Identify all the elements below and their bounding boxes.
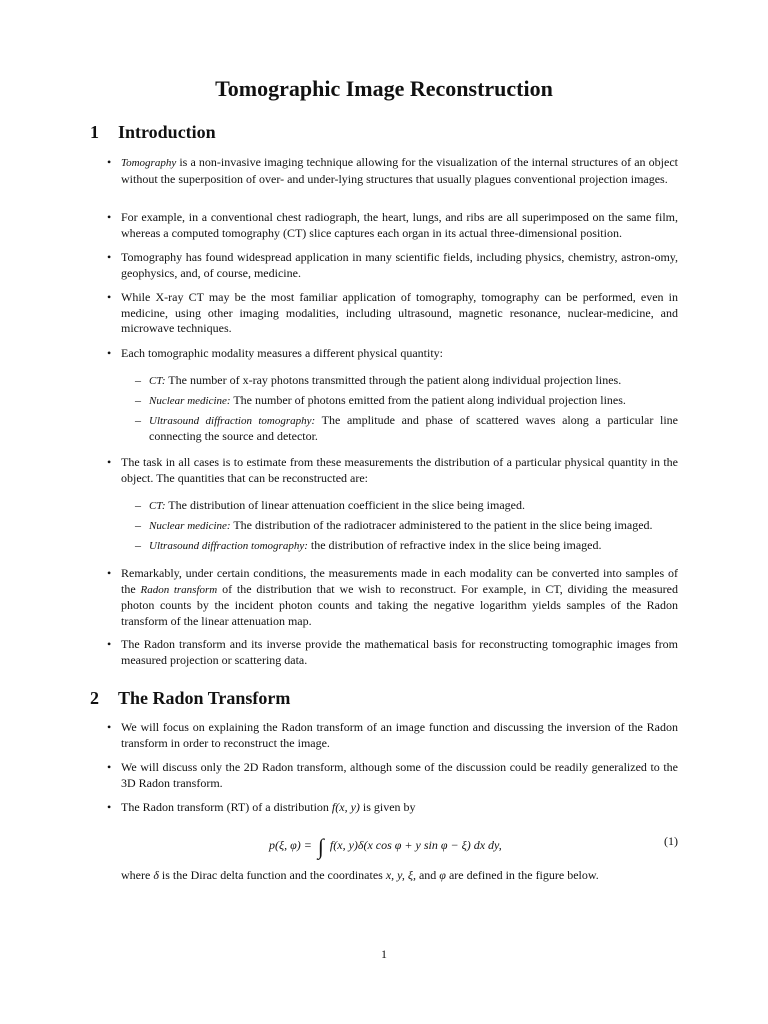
sub-item-text: The amplitude and phase of scattered waves along a particular line connecting the source and detector.	[149, 413, 679, 443]
bullet-text: Remarkably, under certain conditions, the measurements made in each modality can be converted into samples of the	[121, 566, 678, 596]
text-fragment: and	[415, 868, 440, 882]
text-coordinate-definition	[121, 868, 678, 884]
sub-item-nuclear-medicine	[149, 393, 678, 409]
bullet-estimation-task: • The task in all cases is to estimate from these measurements the distribution of a particular physical quantity in the object. The quantities that can be reconstructed are:	[121, 455, 678, 486]
sub-item-text: The distribution of the radiotracer administered to the patient in the slice being imaged.	[230, 518, 653, 532]
text-fragment: are defined in the figure below.	[445, 868, 599, 882]
bullet-applications: • Tomography has found widespread application in many scientific fields, including physics, chemistry, astron-omy, geophysics, and, of course, medicine.	[121, 250, 678, 281]
bullet-chest-radiograph: • For example, in a conventional chest radiograph, the heart, lungs, and ribs are all superimposed on the same film, whereas a computed tomography (CT) slice captures each organ in its actual three-dimensional position.	[121, 210, 678, 241]
section-heading-radon-transform	[90, 688, 290, 709]
math-phi: φ	[439, 868, 446, 882]
bullet-modalities: • While X-ray CT may be the most familiar application of tomography, tomography can be performed, even in medicine, using other imaging modalities, including ultrasound, magnetic resonance, nuclear-medicine, and microwave techniques.	[121, 290, 678, 337]
bullet-text: The Radon transform (RT) of a distribution	[121, 800, 332, 814]
bullet-rt-definition	[121, 800, 678, 816]
term-radon-transform: Radon transform	[140, 583, 218, 596]
bullet-text: is given by	[359, 800, 416, 814]
section-title: The Radon Transform	[118, 688, 291, 708]
page-title: Tomographic Image Reconstruction	[215, 76, 553, 101]
sub-item-text: the distribution of refractive index in the slice being imaged.	[307, 538, 602, 552]
equation-radon-transform	[121, 834, 678, 859]
section-number: 2	[90, 688, 99, 708]
math-f-xy: f(x, y)	[331, 800, 360, 814]
section-number: 1	[90, 122, 99, 142]
equation-number: (1)	[664, 834, 678, 848]
bullet-2d-radon: • We will discuss only the 2D Radon transform, although some of the discussion could be readily generalized to the 3D Radon transform.	[121, 760, 678, 791]
integral-sign: ∫	[317, 834, 324, 859]
section-title: Introduction	[118, 122, 216, 142]
equation-rhs: f(x, y)δ(x cos φ + y sin φ − ξ) dx dy,	[329, 838, 502, 852]
bullet-tomography-definition	[121, 155, 678, 187]
sub-item-label: Nuclear medicine:	[149, 520, 231, 532]
sub-item-label: CT:	[149, 375, 166, 387]
math-coordinates: x, y, ξ,	[385, 868, 416, 882]
sub-item-label: Nuclear medicine:	[149, 395, 231, 407]
sub-item-text: The number of photons emitted from the patient along individual projection lines.	[230, 393, 626, 407]
bullet-focus: • We will focus on explaining the Radon transform of an image function and discussing the inversion of the Radon transform in order to reconstruct the image.	[121, 720, 678, 751]
bullet-text: is a non-invasive imaging technique allowing for the visualization of the internal structures of an object without the superposition of over- and under-lying structures that usually plagues conventional projection images.	[121, 155, 678, 186]
sub-item-label: CT:	[149, 500, 166, 512]
term-tomography: Tomography	[121, 157, 177, 169]
sub-item-text: The number of x-ray photons transmitted through the patient along individual projection lines.	[165, 373, 622, 387]
bullet-text: of the distribution that we wish to reconstruct. For example, in CT, dividing the measured photon counts by the incident photon counts and taking the negative logarithm yields samples of the Radon transform of the linear attenuation map.	[121, 581, 678, 628]
bullet-radon-conversion	[121, 566, 678, 629]
sub-item-nuclear-quantity	[149, 518, 678, 534]
text-fragment: is the Dirac delta function and the coordinates	[158, 868, 386, 882]
sub-item-text: The distribution of linear attenuation coefficient in the slice being imaged.	[165, 498, 525, 512]
sub-item-label: Ultrasound diffraction tomography:	[149, 540, 308, 552]
sub-item-ct	[149, 373, 678, 389]
bullet-physical-quantity: • Each tomographic modality measures a different physical quantity:	[121, 346, 678, 362]
sub-item-label: Ultrasound diffraction tomography:	[149, 415, 316, 427]
equation-lhs: p(ξ, φ) =	[269, 838, 312, 852]
bullet-mathematical-basis: • The Radon transform and its inverse provide the mathematical basis for reconstructing tomographic images from measured projection or scattering data.	[121, 637, 678, 668]
section-heading-introduction	[90, 122, 216, 143]
sub-item-ultrasound	[149, 413, 678, 444]
text-fragment: where	[121, 868, 154, 882]
sub-item-ct-quantity	[149, 498, 678, 514]
page-number: 1	[381, 947, 387, 961]
equation-body	[269, 834, 502, 860]
math-delta: δ	[153, 868, 159, 882]
sub-item-ultrasound-quantity	[149, 538, 678, 554]
